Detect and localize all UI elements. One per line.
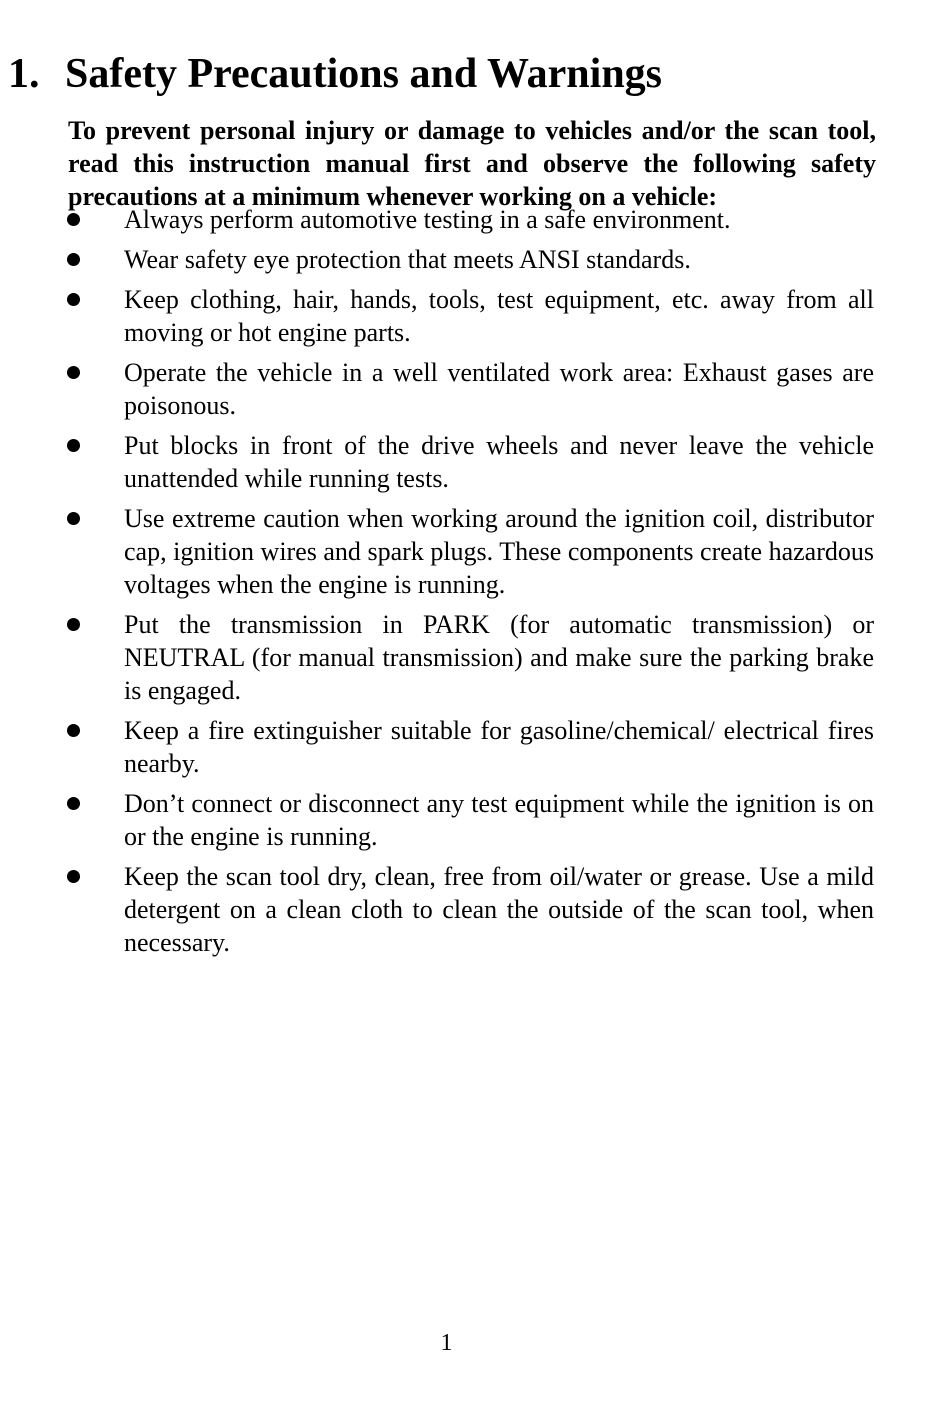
list-item <box>0 203 874 236</box>
bullet-icon <box>67 512 80 525</box>
list-item-text: Always perform automotive testing in a safe environment. <box>124 205 731 234</box>
bullet-icon <box>67 439 80 452</box>
list-item <box>0 283 874 349</box>
section-title: Safety Precautions and Warnings <box>65 51 663 98</box>
list-item <box>0 429 874 495</box>
section-number: 1. <box>8 51 40 98</box>
list-item <box>0 714 874 780</box>
bullet-icon <box>67 724 80 737</box>
bullet-icon <box>67 293 80 306</box>
bullet-icon <box>67 797 80 810</box>
list-item-text: Don’t connect or disconnect any test equipment while the ignition is on or the engine is running. <box>124 789 874 851</box>
list-item-text: Keep clothing, hair, hands, tools, test equipment, etc. away from all moving or hot engine parts. <box>124 285 874 347</box>
list-item-text: Keep the scan tool dry, clean, free from oil/water or grease. Use a mild detergent on a clean cloth to clean the outside of the scan tool, when necessary. <box>124 862 874 957</box>
list-item <box>0 860 874 959</box>
list-item-text: Wear safety eye protection that meets ANSI standards. <box>124 245 691 274</box>
list-item <box>0 356 874 422</box>
list-item <box>0 502 874 601</box>
bullet-icon <box>67 618 80 631</box>
bullet-icon <box>67 366 80 379</box>
list-item-text: Use extreme caution when working around the ignition coil, distributor cap, ignition wires and spark plugs. These components create hazardous voltages when the engine is running. <box>124 504 874 599</box>
list-item-text: Put blocks in front of the drive wheels and never leave the vehicle unattended while running tests. <box>124 431 874 493</box>
list-item-text: Operate the vehicle in a well ventilated work area: Exhaust gases are poisonous. <box>124 358 874 420</box>
page-title <box>8 48 908 100</box>
list-item <box>0 243 874 276</box>
list-item <box>0 608 874 707</box>
list-item <box>0 787 874 853</box>
bullet-icon <box>67 870 80 883</box>
bullet-icon <box>67 253 80 266</box>
intro-paragraph: To prevent personal injury or damage to vehicles and/or the scan tool, read this instruction manual first and observe the following safety precautions at a minimum whenever working on a vehicle: <box>68 116 876 211</box>
list-item-text: Keep a fire extinguisher suitable for gasoline/chemical/ electrical fires nearby. <box>124 716 874 778</box>
safety-precautions-list <box>0 203 950 966</box>
bullet-icon <box>67 213 80 226</box>
page-number: 1 <box>440 1330 453 1356</box>
list-item-text: Put the transmission in PARK (for automatic transmission) or NEUTRAL (for manual transmission) and make sure the parking brake is engaged. <box>124 610 874 705</box>
